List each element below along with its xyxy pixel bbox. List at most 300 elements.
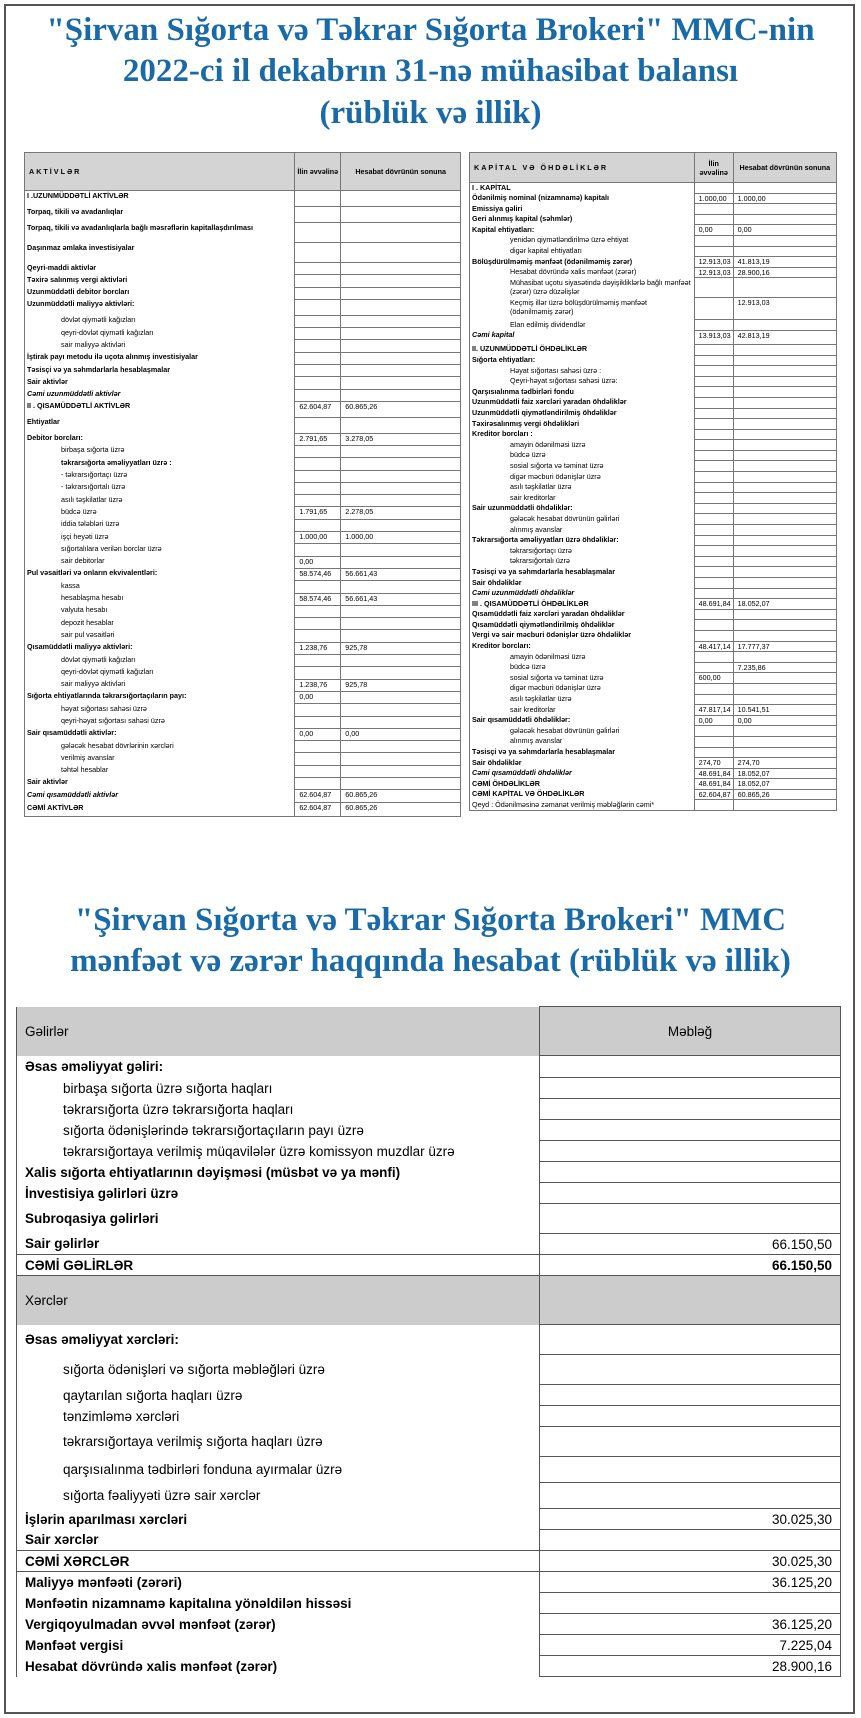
pl-title [0, 900, 861, 983]
balance-row [25, 790, 461, 803]
balance-row [470, 440, 837, 451]
balance-value-start [694, 387, 733, 398]
balance-value-start [694, 662, 733, 673]
balance-row-label: Sığorta ehtiyatları: [470, 355, 695, 366]
balance-row-label: gələcək hesabat dövrünün gəlirləri [470, 514, 695, 525]
balance-row [25, 728, 461, 740]
pl-row-label: Subroqasiya gəlirləri [17, 1204, 540, 1234]
balance-value-end [341, 544, 461, 556]
balance-value-end: 18.052,07 [733, 779, 836, 790]
pl-amount-header [540, 1276, 841, 1325]
balance-row [25, 207, 461, 223]
pl-row-label: CƏMİ GƏLİRLƏR [17, 1255, 540, 1276]
pl-section-header: Xərclər [17, 1276, 540, 1325]
balance-value-start: 0,00 [295, 691, 341, 703]
balance-row [470, 419, 837, 430]
balance-value-end: 2.278,05 [341, 507, 461, 519]
balance-value-end [341, 458, 461, 470]
balance-row [25, 482, 461, 494]
balance-row-label: təkrarsığortalı üzrə [470, 556, 695, 567]
balance-row [25, 593, 461, 605]
balance-row-label: Qeyri-həyat sığortası sahəsi üzrə: [470, 376, 695, 387]
balance-value-start: 48.417,14 [694, 641, 733, 652]
balance-row [25, 377, 461, 389]
balance-row [25, 532, 461, 544]
balance-row-label: Bölüşdürülməmiş mənfəət (ödənilməmiş zərər) [470, 257, 695, 268]
balance-row [470, 768, 837, 779]
balance-value-end [341, 223, 461, 243]
balance-value-start [295, 191, 341, 207]
balance-value-end: 7.235,86 [733, 662, 836, 673]
balance-row [25, 777, 461, 789]
balance-row [25, 433, 461, 445]
liabilities-header-start: İlin əvvəlinə [694, 153, 733, 183]
balance-row-label: asılı təşkilatlar üzrə [25, 495, 295, 507]
balance-row [470, 493, 837, 504]
balance-value-start [694, 376, 733, 387]
balance-row [470, 588, 837, 599]
balance-row [25, 716, 461, 728]
balance-value-end [733, 493, 836, 504]
balance-row [25, 445, 461, 457]
balance-row-label: Təkrarsığorta əməliyyatları üzrə öhdəliklər: [470, 535, 695, 546]
balance-value-end [341, 556, 461, 568]
balance-row [25, 642, 461, 654]
balance-value-end: 0,00 [733, 225, 836, 236]
balance-row [25, 275, 461, 287]
balance-row [470, 298, 837, 320]
pl-row-label: sığorta ödənişləri və sığorta məbləğləri üzrə [17, 1355, 540, 1385]
balance-row-label: Qısamüddətli maliyyə aktivləri: [25, 642, 295, 654]
pl-row-label: Hesabat dövründə xalis mənfəət (zərər) [17, 1656, 540, 1677]
pl-row-label: sığorta ödənişlərində təkrarsığortaçıların payı üzrə [17, 1120, 540, 1141]
balance-value-start [295, 417, 341, 433]
pl-amount: 66.150,50 [540, 1234, 841, 1255]
balance-value-start [295, 275, 341, 287]
balance-row [470, 779, 837, 790]
balance-row [470, 546, 837, 557]
liabilities-table [469, 152, 837, 811]
balance-value-end [341, 275, 461, 287]
balance-row [25, 191, 461, 207]
balance-value-start [694, 246, 733, 257]
balance-row-label: sair kreditorlar [470, 705, 695, 716]
pl-amount [540, 1120, 841, 1141]
balance-row-label: Keçmiş illər üzrə bölüşdürülməmiş mənfəət (ödənilməmiş zərər) [470, 298, 695, 320]
balance-value-end [733, 609, 836, 620]
pl-row [17, 1183, 841, 1204]
balance-row-label: Sair aktivlər [25, 377, 295, 389]
pl-row [17, 1056, 841, 1078]
balance-row [470, 344, 837, 355]
balance-value-start [694, 397, 733, 408]
balance-value-end [733, 694, 836, 705]
balance-row [470, 747, 837, 758]
balance-row [470, 376, 837, 387]
pl-row [17, 1635, 841, 1656]
pl-row-label: tənzimləmə xərcləri [17, 1406, 540, 1427]
balance-row [25, 753, 461, 765]
assets-header-end: Hesabat dövrünün sonuna [341, 153, 461, 191]
balance-value-end: 60.865,26 [733, 789, 836, 800]
balance-value-start: 600,00 [694, 673, 733, 684]
balance-row-label: Təxirəsalınmış vergi öhdəlikləri [470, 419, 695, 430]
balance-row-label: I . KAPİTAL [470, 183, 695, 194]
balance-row [470, 683, 837, 694]
balance-row [470, 599, 837, 610]
balance-value-end [733, 620, 836, 631]
balance-value-start [694, 726, 733, 737]
pl-row-label: Sair xərclər [17, 1530, 540, 1551]
balance-row [25, 630, 461, 642]
assets-table [24, 152, 461, 817]
pl-row-label: Mənfəət vergisi [17, 1635, 540, 1656]
pl-row [17, 1483, 841, 1509]
balance-value-end [733, 535, 836, 546]
pl-row [17, 1120, 841, 1141]
balance-row-label: kassa [25, 581, 295, 593]
balance-row-label: - təkrarsığortalı üzrə [25, 482, 295, 494]
balance-row-label: gələcək hesabat dövrünün gəlirləri [470, 726, 695, 737]
balance-row [25, 223, 461, 243]
pl-row-label: Xalis sığorta ehtiyatlarının dəyişməsi (müsbət və ya mənfi) [17, 1162, 540, 1183]
pl-row [17, 1427, 841, 1457]
pl-amount: 66.150,50 [540, 1255, 841, 1276]
balance-value-start [295, 389, 341, 401]
balance-value-start [295, 352, 341, 364]
balance-value-start [694, 235, 733, 246]
balance-row [25, 495, 461, 507]
balance-row-label: Cəmi kapital [470, 330, 695, 344]
balance-value-start [694, 320, 733, 331]
balance-value-end [733, 419, 836, 430]
balance-row [470, 789, 837, 800]
balance-row-label: Geri alınmış kapital (səhmlər) [470, 214, 695, 225]
balance-row-label: sair maliyyə aktivləri [25, 679, 295, 691]
balance-value-start: 0,00 [295, 728, 341, 740]
balance-value-start [694, 419, 733, 430]
balance-row [470, 355, 837, 366]
balance-value-end [341, 605, 461, 617]
balance-row-label: Ödənilmiş nominal (nizamnamə) kapitalı [470, 193, 695, 204]
balance-value-end [733, 673, 836, 684]
balance-value-end [733, 344, 836, 355]
balance-row [470, 472, 837, 483]
balance-value-end [733, 450, 836, 461]
balance-row [25, 315, 461, 327]
balance-value-end [733, 366, 836, 377]
profit-loss-table [16, 1006, 841, 1677]
balance-value-start [694, 546, 733, 557]
pl-amount: 7.225,04 [540, 1635, 841, 1656]
balance-row [25, 352, 461, 364]
balance-value-start: 0,00 [295, 556, 341, 568]
balance-value-end [341, 655, 461, 667]
pl-row [17, 1406, 841, 1427]
balance-value-end [341, 495, 461, 507]
balance-row [470, 662, 837, 673]
balance-row-label: təhtəl hesablar [25, 765, 295, 777]
balance-row-label: təkrarsığortaçı üzrə [470, 546, 695, 557]
pl-amount [540, 1162, 841, 1183]
balance-row [25, 691, 461, 703]
balance-row-label: II . QISAMÜDDƏTLİ AKTİVLƏR [25, 401, 295, 417]
balance-value-start [694, 694, 733, 705]
balance-row-label: Sair qısamüddətli aktivlər: [25, 728, 295, 740]
balance-value-end [733, 472, 836, 483]
balance-row-label: alınmış avanslar [470, 525, 695, 536]
balance-value-end [733, 503, 836, 514]
balance-value-start [694, 609, 733, 620]
balance-value-start: 0,00 [694, 715, 733, 726]
liabilities-header-end: Hesabat dövrünün sonuna [733, 153, 836, 183]
pl-row [17, 1204, 841, 1234]
balance-value-end [733, 355, 836, 366]
pl-row [17, 1614, 841, 1635]
balance-value-end [733, 514, 836, 525]
balance-row [470, 387, 837, 398]
balance-row [470, 620, 837, 631]
balance-row-label: həyat sığortası sahəsi üzrə [25, 704, 295, 716]
balance-value-start: 1.791,65 [295, 507, 341, 519]
balance-title-line-1: "Şirvan Sığorta və Təkrar Sığorta Brokeri" MMC-nin [46, 12, 815, 48]
balance-value-end: 1.000,00 [733, 193, 836, 204]
balance-row-label: büdcə üzrə [470, 662, 695, 673]
balance-value-start [694, 683, 733, 694]
balance-row-label: Sair öhdəliklər [470, 578, 695, 589]
balance-row-label: Mühasibat uçotu siyasətində dəyişikliklərlə bağlı mənfəət (zərər) üzrə düzəlişlər [470, 278, 695, 298]
balance-value-start [295, 765, 341, 777]
balance-value-end [733, 747, 836, 758]
balance-row-label: Cəmi uzunmüddətli öhdəliklər [470, 588, 695, 599]
balance-row-label: İştirak payı metodu ilə uçota alınmış investisiyalar [25, 352, 295, 364]
balance-value-end [733, 482, 836, 493]
balance-row [25, 287, 461, 299]
balance-row [470, 278, 837, 298]
pl-row [17, 1255, 841, 1276]
pl-amount: 36.125,20 [540, 1572, 841, 1593]
balance-value-end [341, 243, 461, 263]
pl-row-label: sığorta fəaliyyəti üzrə sair xərclər [17, 1483, 540, 1509]
balance-row [470, 204, 837, 215]
balance-row [470, 193, 837, 204]
balance-value-start: 47.817,14 [694, 705, 733, 716]
balance-row [470, 758, 837, 769]
balance-value-start: 58.574,46 [295, 593, 341, 605]
balance-value-start [295, 544, 341, 556]
balance-value-end [341, 777, 461, 789]
balance-value-start [694, 800, 733, 811]
balance-value-start: 1.000,00 [694, 193, 733, 204]
balance-value-start [295, 340, 341, 352]
balance-row-label: Təxirə salınmış vergi aktivləri [25, 275, 295, 287]
balance-value-start [694, 440, 733, 451]
balance-row [25, 605, 461, 617]
balance-row-label: Uzunmüddətli qiymətləndirilmiş öhdəliklər [470, 408, 695, 419]
balance-row-label: hesablaşma hesabı [25, 593, 295, 605]
pl-amount [540, 1593, 841, 1614]
pl-row-label: təkrarsığortaya verilmiş sığorta haqları üzrə [17, 1427, 540, 1457]
balance-row [470, 183, 837, 194]
pl-row [17, 1355, 841, 1385]
balance-row-label: sosial sığorta və təminat üzrə [470, 461, 695, 472]
balance-value-end: 41.813,19 [733, 257, 836, 268]
balance-value-end [341, 299, 461, 315]
balance-row [470, 246, 837, 257]
pl-amount [540, 1183, 841, 1204]
pl-row [17, 1141, 841, 1162]
balance-value-end: 56.661,43 [341, 593, 461, 605]
pl-amount [540, 1406, 841, 1427]
balance-value-start [694, 620, 733, 631]
balance-value-start [694, 525, 733, 536]
balance-row-label: Həyat sığortası sahəsi üzrə : [470, 366, 695, 377]
balance-value-end [733, 397, 836, 408]
balance-row-label: iddia tələbləri üzrə [25, 519, 295, 531]
balance-row [25, 299, 461, 315]
assets-header-label: AKTİVLƏR [25, 153, 295, 191]
balance-row-label: yenidən qiymətləndirilmə üzrə ehtiyat [470, 235, 695, 246]
pl-title-line-1: "Şirvan Sığorta və Təkrar Sığorta Brokeri" MMC [74, 902, 787, 938]
balance-row-label: Qeyri-maddi aktivlər [25, 263, 295, 275]
balance-value-end [341, 417, 461, 433]
balance-value-end: 18.052,07 [733, 599, 836, 610]
balance-row-label: asılı təşkilatlar üzrə [470, 482, 695, 493]
balance-value-start: 2.791,65 [295, 433, 341, 445]
balance-value-start: 62.604,87 [694, 789, 733, 800]
balance-value-end [733, 726, 836, 737]
balance-value-end [733, 376, 836, 387]
balance-value-start [295, 581, 341, 593]
balance-row-label: amayin ödənilməsi üzrə [470, 440, 695, 451]
balance-value-end: 925,78 [341, 642, 461, 654]
balance-row-label: CƏMİ ÖHDƏLİKLƏR [470, 779, 695, 790]
balance-value-end [733, 578, 836, 589]
balance-value-end: 0,00 [733, 715, 836, 726]
balance-row-label: Təsisçi və ya səhmdarlarla hesablaşmalar [470, 567, 695, 578]
pl-amount [540, 1427, 841, 1457]
balance-title-line-3: (rüblük və illik) [319, 94, 542, 131]
pl-row-label: Vergiqoyulmadan əvvəl mənfəət (zərər) [17, 1614, 540, 1635]
balance-row [470, 320, 837, 331]
balance-row-label: birbaşa sığorta üzrə [25, 445, 295, 457]
balance-value-start [295, 716, 341, 728]
balance-value-start [694, 556, 733, 567]
balance-row-label: - təkrarsığortaçı üzrə [25, 470, 295, 482]
balance-row-label: Sığorta ehtiyatlarında təkrarsığortaçıların payı: [25, 691, 295, 703]
pl-amount [540, 1204, 841, 1234]
balance-value-end [733, 320, 836, 331]
balance-row [25, 365, 461, 377]
balance-row [25, 458, 461, 470]
balance-value-end [341, 716, 461, 728]
pl-amount [540, 1078, 841, 1099]
balance-value-end: 60.865,26 [341, 790, 461, 803]
balance-row [470, 225, 837, 236]
balance-value-end [341, 287, 461, 299]
balance-value-end: 28.900,16 [733, 267, 836, 278]
pl-amount-header: Məbləğ [540, 1007, 841, 1056]
balance-value-start [694, 567, 733, 578]
balance-value-end [341, 191, 461, 207]
balance-value-start [295, 445, 341, 457]
balance-row-label: III . QISAMÜDDƏTLİ ÖHDƏLİKLƏR [470, 599, 695, 610]
balance-value-start [694, 588, 733, 599]
balance-row [470, 652, 837, 663]
balance-value-start [694, 214, 733, 225]
balance-row-label: Torpaq, tikili və avadanlıqlarla bağlı məsrəflərin kapitallaşdırılması [25, 223, 295, 243]
balance-row [25, 263, 461, 275]
balance-value-start: 58.574,46 [295, 568, 341, 580]
balance-row [470, 556, 837, 567]
balance-row-label: gələcək hesabat dövrlərinin xərcləri [25, 741, 295, 753]
balance-row [25, 328, 461, 340]
pl-title-line-2: mənfəət və zərər haqqında hesabat (rüblük və illik) [70, 943, 791, 980]
balance-row-label: Emissiya gəliri [470, 204, 695, 215]
balance-value-end [341, 340, 461, 352]
balance-value-start [694, 472, 733, 483]
balance-row [470, 726, 837, 737]
balance-value-end [341, 753, 461, 765]
balance-row [25, 655, 461, 667]
balance-value-end: 60.865,26 [341, 803, 461, 817]
balance-row [470, 578, 837, 589]
balance-value-start [295, 328, 341, 340]
balance-value-start [295, 667, 341, 679]
balance-value-start [295, 263, 341, 275]
balance-value-start: 48.691,84 [694, 599, 733, 610]
balance-row [470, 800, 837, 811]
balance-value-end: 18.052,07 [733, 768, 836, 779]
balance-value-start [295, 299, 341, 315]
pl-amount [540, 1457, 841, 1483]
balance-row [470, 694, 837, 705]
balance-row-label: təkrarsığorta əməliyyatları üzrə : [25, 458, 295, 470]
balance-row [25, 679, 461, 691]
balance-row [25, 581, 461, 593]
balance-row [470, 736, 837, 747]
balance-row [470, 705, 837, 716]
balance-row-label: Qısamüddətli qiymətləndirilmiş öhdəliklər [470, 620, 695, 631]
pl-row-label: qaytarılan sığorta haqları üzrə [17, 1385, 540, 1406]
balance-value-end [341, 704, 461, 716]
balance-value-end: 10.541,51 [733, 705, 836, 716]
balance-row [470, 715, 837, 726]
balance-value-start: 62.604,87 [295, 401, 341, 417]
balance-row-label: Cəmi qısamüddətli öhdəliklər [470, 768, 695, 779]
pl-amount [540, 1355, 841, 1385]
balance-row-label: Elan edilmiş dividendlər [470, 320, 695, 331]
balance-row-label: I .UZUNMÜDDƏTLİ AKTİVLƏR [25, 191, 295, 207]
balance-row-label: II. UZUNMÜDDƏTLİ ÖHDƏLİKLƏR [470, 344, 695, 355]
balance-value-start: 1.238,76 [295, 679, 341, 691]
balance-row-label: Qarşısıalınma tədbirləri fondu [470, 387, 695, 398]
balance-row-label: büdcə üzrə [470, 450, 695, 461]
balance-row-label: Pul vəsaitləri və onların ekvivalentləri: [25, 568, 295, 580]
balance-row [470, 235, 837, 246]
liabilities-header-label: KAPİTAL VƏ ÖHDƏLİKLƏR [470, 153, 695, 183]
pl-row [17, 1234, 841, 1255]
balance-row-label: asılı təşkilatlar üzrə [470, 694, 695, 705]
pl-amount: 30.025,30 [540, 1509, 841, 1530]
balance-value-end [341, 328, 461, 340]
balance-row [25, 389, 461, 401]
pl-amount: 36.125,20 [540, 1614, 841, 1635]
balance-row-label: Hesabat dövründə xalis mənfəət (zərər) [470, 267, 695, 278]
balance-value-start [694, 503, 733, 514]
balance-row-label: Debitor borcları: [25, 433, 295, 445]
balance-value-start [295, 630, 341, 642]
